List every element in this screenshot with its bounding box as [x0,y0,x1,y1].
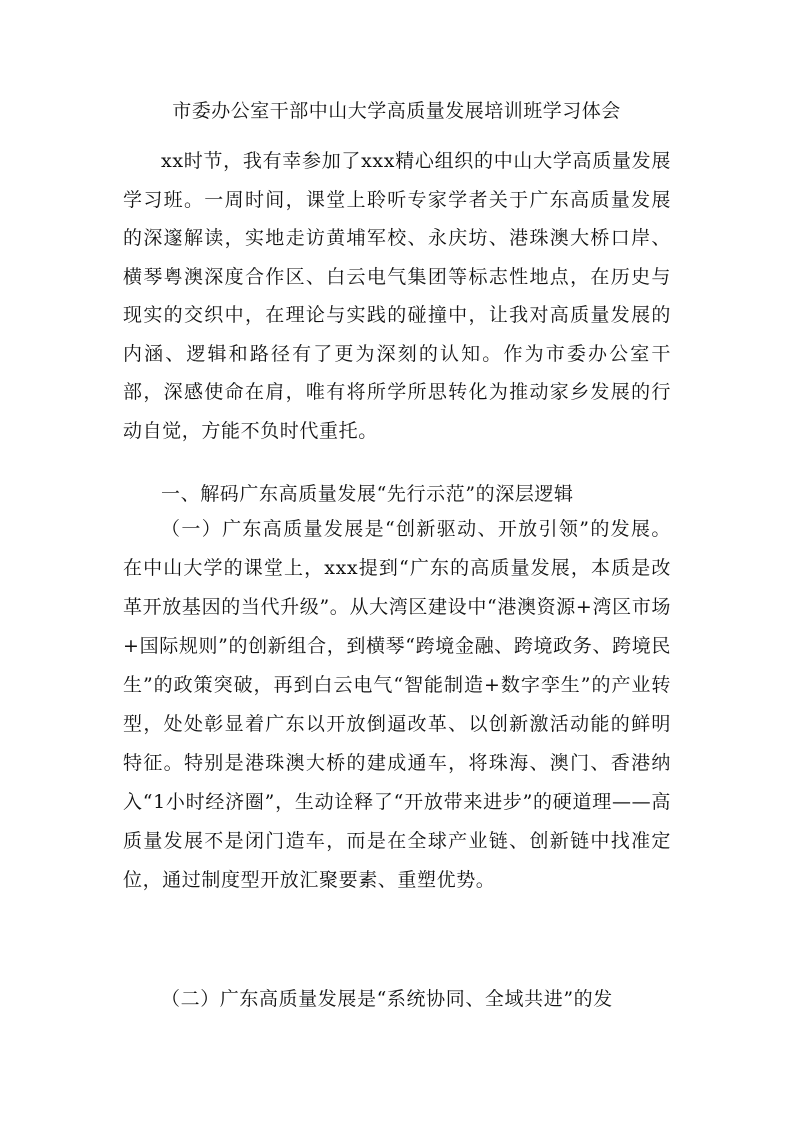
document-title: 市委办公室干部中山大学高质量发展培训班学习体会 [172,100,621,122]
intro-paragraph: xx时节，我有幸参加了xxx精心组织的中山大学高质量发展学习班。一周时间，课堂上聆听专家学者关于广东高质量发展的深邃解读，实地走访黄埔军校、永庆坊、港珠澳大桥口岸、横琴粤澳深度合作区、白云电气集团等标志性地点，在历史与现实的交织中，在理论与实践的碰撞中，让我对高质量发展的内涵、逻辑和路径有了更为深刻的认知。作为市委办公室干部，深感使命在肩，唯有将所学所思转化为推动家乡发展的行动自觉，方能不负时代重托。 [123,150,671,442]
subsection-paragraph-2: （二）广东高质量发展是“系统协同、全域共进”的发 [161,988,613,1010]
subsection-paragraph-1: （一）广东高质量发展是“创新驱动、开放引领”的发展。在中山大学的课堂上，xxx提到“广东的高质量发展，本质是改革开放基因的当代升级”。从大湾区建设中“港澳资源+湾区市场+国际规则”的创新组合，到横琴“跨境金融、跨境政务、跨境民生”的政策突破，再到白云电气“智能制造+数字孪生”的产业转型，处处彰显着广东以开放倒逼改革、以创新激活动能的鲜明特征。特别是港珠澳大桥的建成通车，将珠海、澳门、香港纳入“1小时经济圈”，生动诠释了“开放带来进步”的硬道理——高质量发展不是闭门造车，而是在全球产业链、创新链中找准定位，通过制度型开放汇聚要素、重塑优势。 [123,518,671,891]
section-heading-1: 一、解码广东高质量发展“先行示范”的深层逻辑 [161,483,574,505]
